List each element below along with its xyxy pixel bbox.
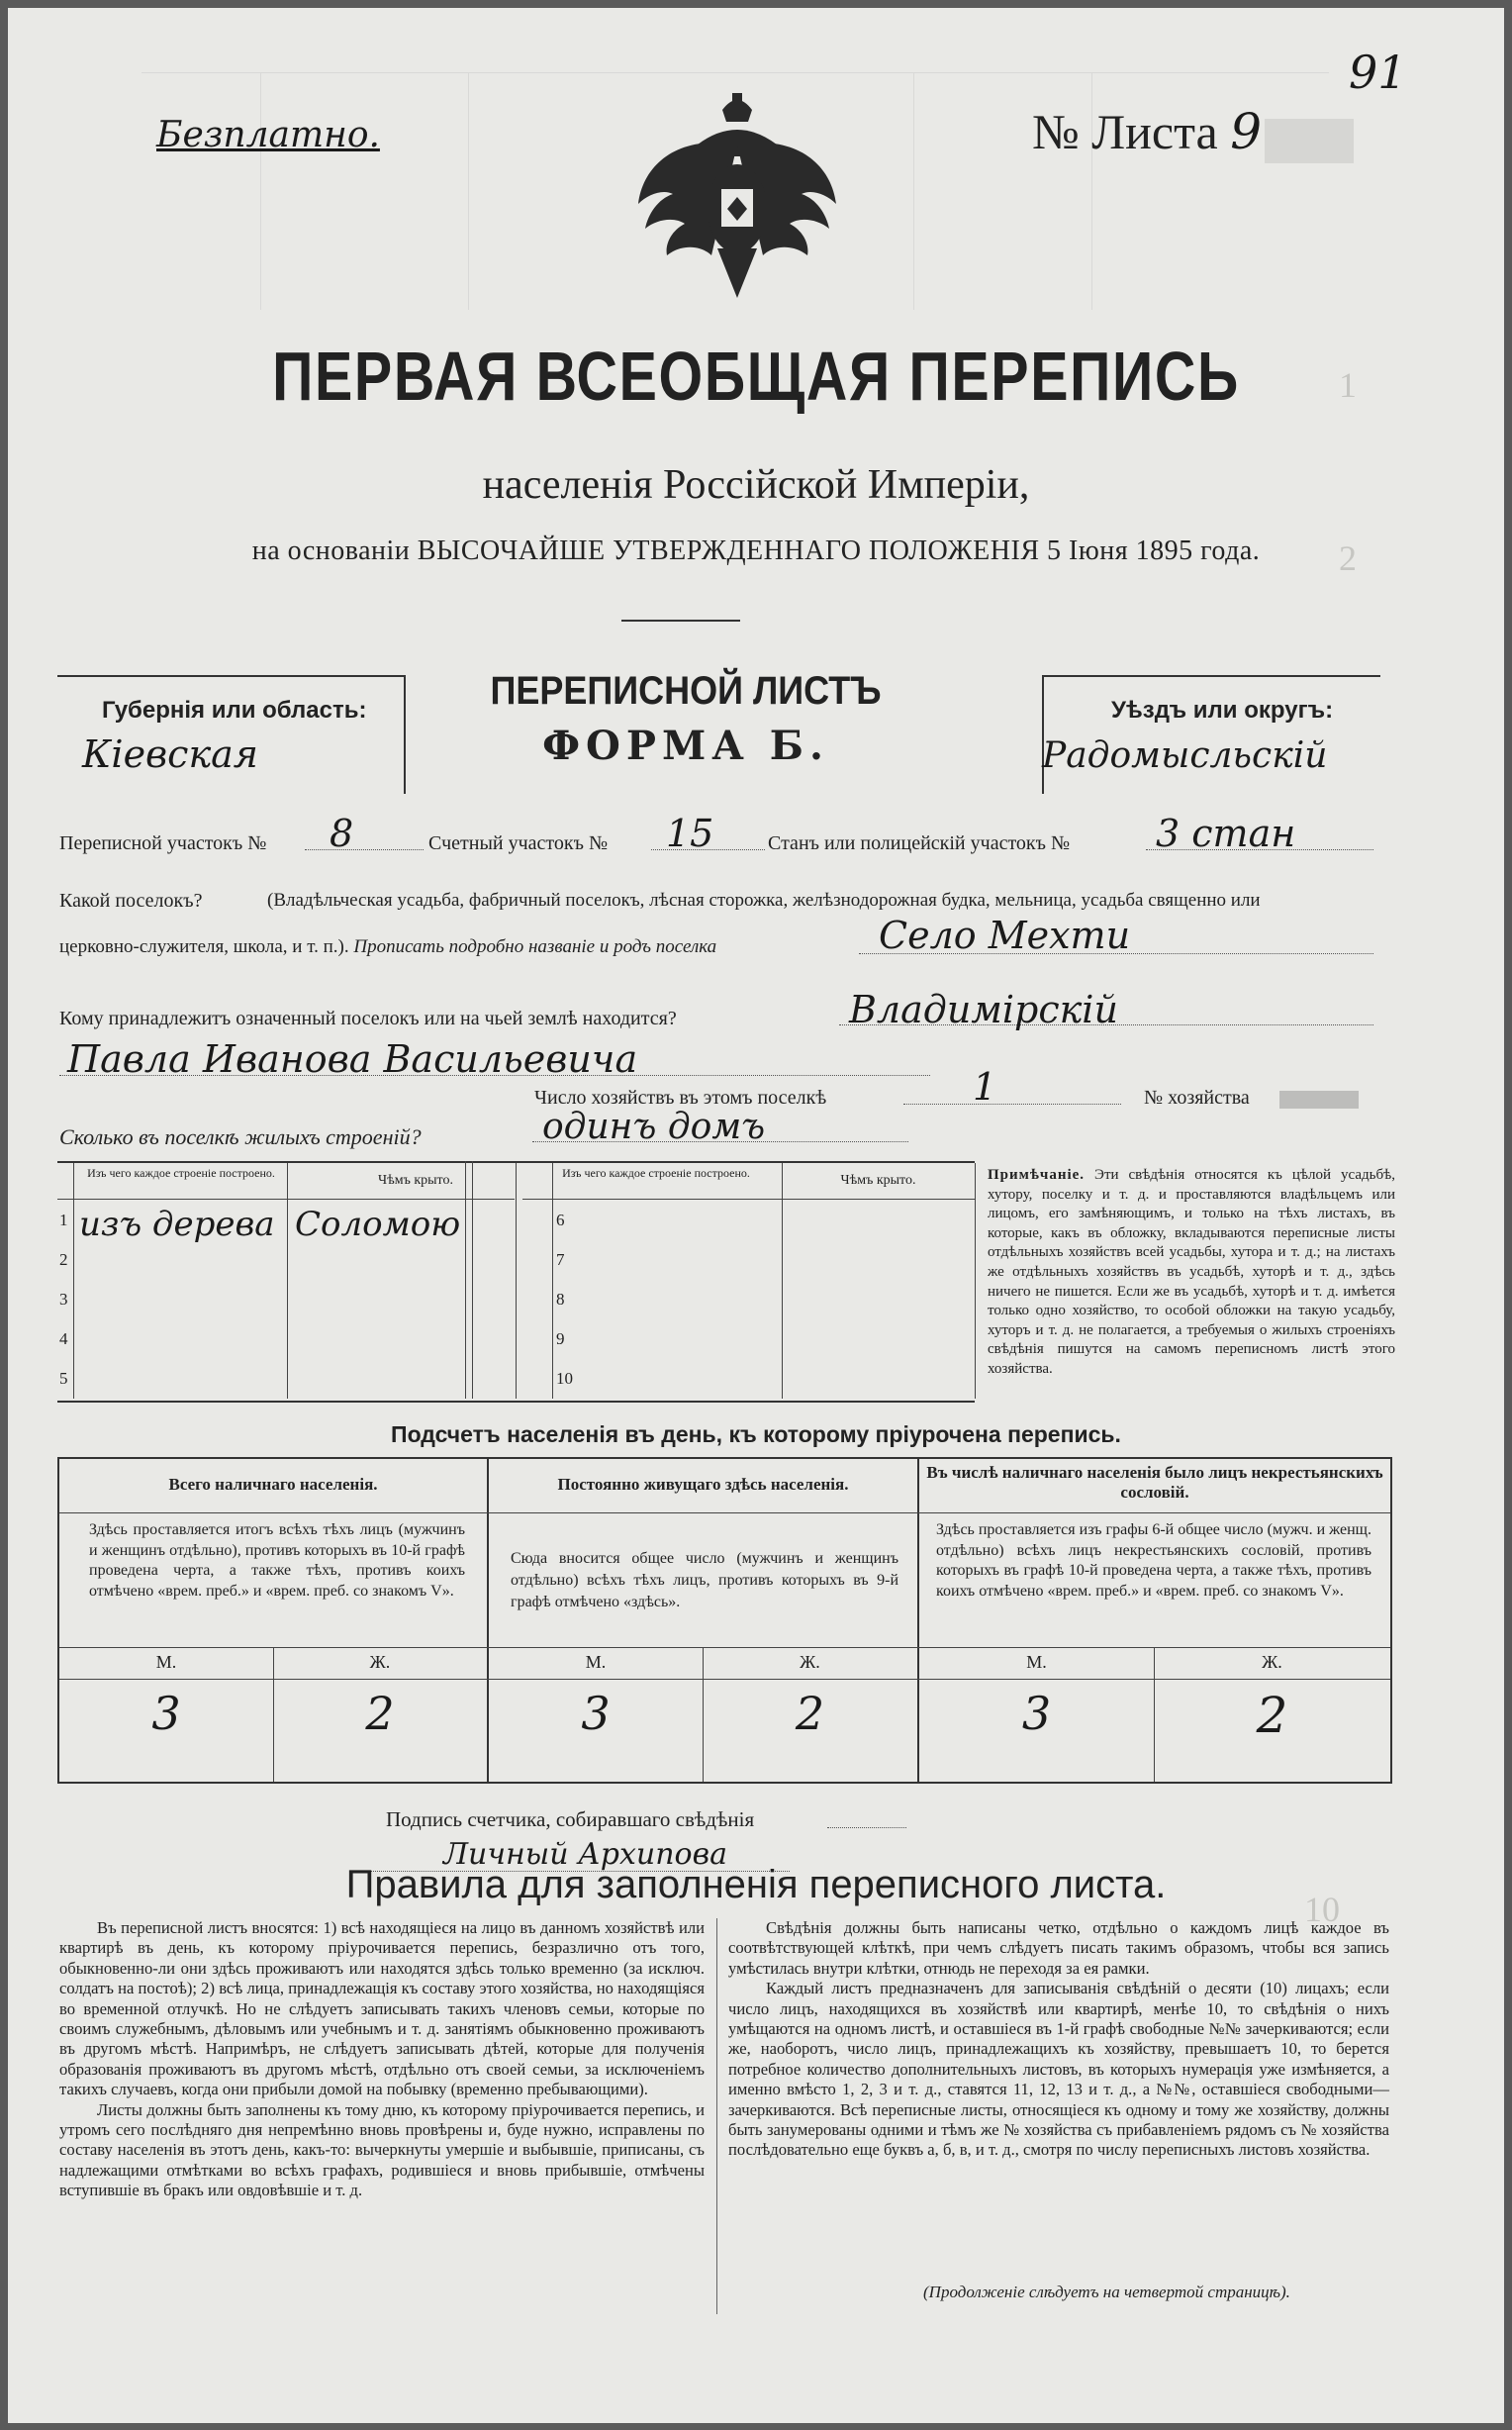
col-built-header: Изъ чего каждое строеніе построено. bbox=[87, 1166, 275, 1180]
free-label: Безплатно. bbox=[156, 115, 380, 155]
enumerator-signature-value: Личный Архипова bbox=[443, 1837, 727, 1872]
col-roof-header: Чѣмъ крыто. bbox=[378, 1173, 453, 1188]
title-basis: на основаніи ВЫСОЧАЙШЕ УТВЕРЖДЕННАГО ПОЛОЖЕНІЯ 5 Іюня 1895 года. bbox=[251, 535, 1261, 566]
pop-col1-title: Всего наличнаго населенія. bbox=[168, 1475, 378, 1494]
households-label: Число хозяйствъ въ этомъ поселкѣ bbox=[534, 1087, 827, 1109]
sheet-number-value: 9 bbox=[1230, 103, 1263, 160]
col-roof-header-2: Чѣмъ крыто. bbox=[840, 1173, 916, 1188]
rules-left-column: Въ переписной листъ вносятся: 1) всѣ находящіеся на лицо въ данномъ хозяйствѣ или квартирѣ въ день, къ которому пріурочивается перепись, безразлично отъ того, обыкновенно-ли они здѣсь проживаютъ или находятся здѣсь только временно (за исключ. солдатъ на постоѣ); 2) всѣ лица, принадлежащія къ составу этого хозяйства, но находящіяся во временной отлучкѣ. Но не слѣдуетъ записывать такихъ членовъ семьи, которые по своимъ служебнымъ, дѣловымъ или учебнымъ и т. д. занятіямъ обыкновенно проживаютъ въ другомъ мѣстѣ. Напримѣръ, не слѣдуетъ записывать дѣтей, которые для полученія образованія проживаютъ въ другомъ мѣстѣ, отдѣльно отъ своей семьи, за исключеніемъ такихъ случаевъ, когда они прибыли домой на побывку (временно пребывающими). Листы должны быть заполнены къ тому дню, къ которому пріурочивается перепись, и утромъ сего послѣдняго дня непремѣнно вновь провѣрены и, буде нужно, исправлены по составу населенія въ этотъ день, какъ-то: вычеркнуты умершіе и выбывшіе, приписаны, съ надлежащими отмѣтками во всѣхъ графахъ, родившіеся и вновь прибывшіе, отмѣчены вступившіе въ бракъ или овдовѣвшіе и т. д. bbox=[59, 1918, 705, 2200]
row1-roof-value: Соломою bbox=[295, 1205, 461, 1244]
population-heading: Подсчетъ населенія въ день, къ которому пріурочена перепись. bbox=[391, 1421, 1121, 1447]
owner-label: Кому принадлежитъ означенный поселокъ или на чьей землѣ находится? bbox=[59, 1008, 677, 1029]
buildings-label: Сколько въ поселкѣ жилыхъ строеній? bbox=[59, 1124, 422, 1149]
settlement-hint-2: церковно-служителя, школа, и т. п.). Прописать подробно названіе и родъ поселка bbox=[59, 936, 717, 957]
resident-female-value: 2 bbox=[795, 1687, 825, 1740]
settlement-hint-1: (Владѣльческая усадьба, фабричный поселокъ, лѣсная сторожка, желѣзнодорожная будка, мельница, усадьба священно или bbox=[267, 890, 1261, 911]
guberniya-value: Кіевская bbox=[82, 732, 258, 776]
sheet-number-label: № Листа bbox=[1032, 104, 1218, 159]
archive-page-number: 91 bbox=[1349, 46, 1407, 99]
settlement-label: Какой поселокъ? bbox=[59, 890, 203, 912]
row1-built-value: изъ дерева bbox=[79, 1205, 275, 1244]
household-no-label: № хозяйства bbox=[1144, 1087, 1250, 1109]
counting-district-label: Счетный участокъ № bbox=[428, 832, 609, 854]
stan-label: Станъ или полицейскій участокъ № bbox=[768, 832, 1071, 854]
settlement-value: Село Мехти bbox=[879, 914, 1131, 957]
col-built-header-2: Изъ чего каждое строеніе построено. bbox=[562, 1166, 750, 1180]
rules-title: Правила для заполненія переписного листа. bbox=[345, 1863, 1167, 1906]
buildings-note: Примѣчаніе. Эти свѣдѣнія относятся къ цѣлой усадьбѣ, хутору, поселку и т. д. и проставляются владѣльцемъ или лицомъ, его замѣняющимъ, и только на тѣхъ листахъ, въ которые, какъ въ обложку, вкладываются переписные листы отдѣльныхъ хозяйствъ всей усадьбы, хутора и т. д.; на листахъ же отдѣльныхъ хозяйствъ въ усадьбѣ, хуторѣ и т. д., здѣсь ничего не пишется. Если же въ усадьбѣ, хуторѣ и т. д. имѣется только одно хозяйство, то особой обложки на такую усадьбу, хуторъ и т. д. не полагается, а требуемыя о жилыхъ строеніяхъ свѣдѣнія пишутся на самомъ переписномъ листѣ этого хозяйства. bbox=[988, 1167, 1396, 1377]
pop-col3-title: Въ числѣ наличнаго населенія было лицъ некрестьянскихъ сословій. bbox=[926, 1463, 1383, 1502]
owner-value-2: Павла Иванова Васильевича bbox=[67, 1037, 638, 1081]
uezd-box bbox=[1042, 675, 1380, 794]
pop-col1-desc: Здѣсь проставляется итогъ всѣхъ тѣхъ лицъ (мужчинъ и женщинъ отдѣльно), противъ которыхъ въ 10-й графѣ проведена черта, а также тѣхъ, противъ коихъ отмѣчено «врем. преб.» и «врем. преб. со знакомъ V». bbox=[89, 1521, 465, 1600]
owner-value-1: Владимірскій bbox=[849, 988, 1118, 1031]
continuation-note: (Продолженіе слѣдуетъ на четвертой страницѣ). bbox=[923, 2283, 1290, 2301]
counting-district-value: 15 bbox=[666, 812, 714, 855]
imperial-eagle-icon bbox=[638, 85, 836, 313]
population-table: Всего наличнаго населенія. Постоянно живущаго здѣсь населенія. Въ числѣ наличнаго населенія было лицъ некрестьянскихъ сословій. Здѣсь проставляется итогъ всѣхъ тѣхъ лицъ (мужчинъ и женщинъ отдѣльно), противъ которыхъ въ 10-й графѣ проведена черта, а также тѣхъ, противъ коихъ отмѣчено «врем. преб.» и «врем. преб. со знакомъ V». Сюда вносится общее число (мужчинъ и женщинъ отдѣльно) всѣхъ тѣхъ лицъ, противъ которыхъ въ 9-й графѣ отмѣчено «здѣсь». Здѣсь проставляется изъ графы 6-й общее число (мужч. и женщ. отдѣльно) всѣхъ лицъ некрестьянскихъ сословій, противъ которыхъ въ графѣ 10-й проведена черта, а также тѣхъ, противъ коихъ отмѣчено «врем. преб.» и «врем. преб. со знакомъ V». М. Ж. М. Ж. М. Ж. 3 2 3 2 3 2 bbox=[57, 1457, 1392, 1784]
nonpeasant-male-value: 3 bbox=[1021, 1687, 1052, 1740]
census-district-label: Переписной участокъ № bbox=[59, 832, 267, 854]
census-sheet: Безплатно. № Листа 9 91 ПЕРВАЯ ВСЕОБЩАЯ ПЕРЕПИСЬ населенія Россійской Имперіи, на основаніи ВЫСОЧАЙШЕ УТВЕРЖДЕННАГО ПОЛОЖЕНІЯ 5 Іюня 1895 года. Губернія или область: Кіевская ПЕРЕПИСНОЙ ЛИСТЪ ФОРМА Б. Уѣздъ или округъ: Радомысльскій Переписной участокъ № 8 Счетный участокъ № 15 Станъ или полицейскій участокъ № 3 стан Какой поселокъ? (Владѣльческая усадьба, фабричный поселокъ, лѣсная сторожка, желѣзнодорожная будка, мельница, усадьба священно или церковно-служителя, школа, и т. п.). Прописать подробно названіе и родъ поселка Село Мехти Кому принадлежитъ означенный поселокъ или на чьей землѣ находится? Владимірскій Павла Иванова Васильевича Число хозяйствъ въ этомъ поселкѣ 1 № хозяйства Сколько въ поселкѣ жилыхъ строеній? одинъ домъ Изъ чего каждое строеніе построено. Чѣмъ крыто. 1 2 3 4 5 изъ дерева Соломою Изъ чего каждое строеніе построено. Чѣмъ крыто. 6 7 8 9 10 Примѣчаніе. Эти свѣдѣнія относятся къ цѣлой усадьбѣ, хутору, поселку и т. д. и проставляются владѣльцемъ или лицомъ, его замѣняющимъ, и только на тѣхъ листахъ, въ которые, какъ въ обложку, вкладываются переписные листы отдѣльныхъ хозяйствъ всей усадьбы, хутора и т. д.; на листахъ же отдѣльныхъ хозяйствъ въ усадьбѣ, хуторѣ и т. д., здѣсь ничего не пишется. Если же въ усадьбѣ, хуторѣ и т. д. имѣется только одно хозяйство, то особой обложки на такую усадьбу, хуторъ и т. д. не полагается, а требуемыя о жилыхъ строеніяхъ свѣдѣнія пишутся на самомъ переписномъ листѣ этого хозяйства. Подсчетъ населенія въ день, къ которому пріурочена перепись. Всего наличнаго населенія. Постоянно живущаго здѣсь населенія. Въ числѣ наличнаго населенія было лицъ некрестьянскихъ сословій. Здѣсь проставляется итогъ всѣхъ тѣхъ лицъ (мужчинъ и женщинъ отдѣльно), противъ которыхъ въ 10-й графѣ проведена черта, а также тѣхъ, противъ коихъ отмѣчено «врем. преб.» и «врем. преб. со знакомъ V». Сюда вносится общее число (мужчинъ и женщинъ отдѣльно) всѣхъ тѣхъ лицъ, противъ которыхъ въ 9-й графѣ отмѣчено «здѣсь». Здѣсь проставляется изъ графы 6-й общее число (мужч. и женщ. отдѣльно) всѣхъ лицъ некрестьянскихъ сословій, противъ которыхъ въ графѣ 10-й проведена черта, а также тѣхъ, противъ коихъ отмѣчено «врем. преб.» и «врем. преб. со знакомъ V». М. Ж. М. Ж. М. Ж. 3 2 3 2 3 2 Подпись счетчика, собиравшаго свѣдѣнія Личный Архипова Правила для заполненія переписного листа. Въ переписной листъ вносятся: 1) всѣ находящіеся на лицо въ данномъ хозяйствѣ или квартирѣ въ день, къ которому пріурочивается перепись, безразлично отъ того, обыкновенно-ли они здѣсь проживаютъ или находятся здѣсь только временно (за исключ. солдатъ на постоѣ); 2) всѣ лица, принадлежащія къ составу этого хозяйства, но находящіяся во временной отлучкѣ. Но не слѣдуетъ записывать такихъ членовъ семьи, которые по своимъ служебнымъ, дѣловымъ или учебнымъ и т. д. занятіямъ обыкновенно проживаютъ въ другомъ мѣстѣ. Напримѣръ, не слѣдуетъ записывать дѣтей, которые для полученія образованія проживаютъ въ другомъ мѣстѣ, отдѣльно отъ своей семьи, за исключеніемъ такихъ случаевъ, когда они прибыли домой на побывку (временно пребывающими). Листы должны быть заполнены къ тому дню, къ которому пріурочивается перепись, и утромъ сего послѣдняго дня непремѣнно вновь провѣрены и, буде нужно, исправлены по составу населенія въ этотъ день, какъ-то: вычеркнуты умершіе и выбывшіе, приписаны, съ надлежащими отмѣтками во всѣхъ графахъ, родившіеся и вновь прибывшіе, отмѣчены вступившіе въ бракъ или овдовѣвшіе и т. д. Свѣдѣнія должны быть написаны четко, отдѣльно о каждомъ лицѣ каждое въ соотвѣтствующей клѣткѣ, при чемъ слѣдуетъ писать такимъ образомъ, чтобы вся запись умѣстилась внутри клѣтки, отнюдь не переходя за ея рамки. Каждый листъ предназначенъ для записыванія свѣдѣній о десяти (10) лицахъ; если число лицъ, находящихся въ хозяйствѣ или квартирѣ, менѣе 10, то свѣдѣнія о нихъ умѣщаются на одномъ листѣ, и оставшіеся въ 1-й графѣ свободные №№ зачеркиваются; если же, наоборотъ, число лицъ, принадлежащихъ къ хозяйству, превышаетъ 10, то берется потребное количество дополнительныхъ листовъ, въ которыхъ нумерація уже измѣняется, а именно вмѣсто 1, 2, 3 и т. д., ставятся 11, 12, 13 и т. д., а №№, оставшіеся свободными—зачеркиваются. Всѣ переписные листы, относящіеся къ одному и тому же хозяйству, должны быть занумерованы одними и тѣмъ же № хозяйства съ прибавленіемъ рядомъ съ № хозяйства послѣдовательно еще буквъ а, б, в, и т. д., смотря по числу переписныхъ листовъ хозяйства. (Продолженіе слѣдуетъ на четвертой страницѣ). 1 2 10 bbox=[8, 8, 1504, 2423]
guberniya-label: Губернія или область: bbox=[102, 697, 367, 724]
total-male-value: 3 bbox=[151, 1687, 181, 1740]
buildings-table: Изъ чего каждое строеніе построено. Чѣмъ крыто. 1 2 3 4 5 изъ дерева Соломою Изъ чего каждое строеніе построено. Чѣмъ крыто. 6 7 8 9 10 bbox=[57, 1161, 975, 1403]
rules-right-column: Свѣдѣнія должны быть написаны четко, отдѣльно о каждомъ лицѣ каждое въ соотвѣтствующей клѣткѣ, при чемъ слѣдуетъ писать такимъ образомъ, чтобы вся запись умѣстилась внутри клѣтки, отнюдь не переходя за ея рамки. Каждый листъ предназначенъ для записыванія свѣдѣній о десяти (10) лицахъ; если число лицъ, находящихся въ хозяйствѣ или квартирѣ, менѣе 10, то свѣдѣнія о нихъ умѣщаются на одномъ листѣ, и оставшіеся въ 1-й графѣ свободные №№ зачеркиваются; если же, наоборотъ, число лицъ, принадлежащихъ къ хозяйству, превышаетъ 10, то берется потребное количество дополнительныхъ листовъ, въ которыхъ нумерація уже измѣняется, а именно вмѣсто 1, 2, 3 и т. д., ставятся 11, 12, 13 и т. д., а №№, оставшіеся свободными—зачеркиваются. Всѣ переписные листы, относящіеся къ одному и тому же хозяйству, должны быть занумерованы одними и тѣмъ же № хозяйства съ прибавленіемъ рядомъ съ № хозяйства послѣдовательно еще буквъ а, б, в, и т. д., смотря по числу переписныхъ листовъ хозяйства. bbox=[728, 1918, 1389, 2160]
census-district-value: 8 bbox=[330, 812, 354, 855]
households-value: 1 bbox=[973, 1065, 997, 1109]
pop-col3-desc: Здѣсь проставляется изъ графы 6-й общее число (мужч. и женщ. отдѣльно) всѣхъ лицъ некрестьянскихъ сословій, противъ которыхъ въ графѣ 10-й проведена черта, а также тѣхъ, противъ коихъ отмѣчено «врем. преб.» и «врем. преб. со знакомъ V». bbox=[936, 1521, 1371, 1600]
nonpeasant-female-value: 2 bbox=[1256, 1687, 1288, 1744]
uezd-value: Радомысльскій bbox=[1042, 735, 1328, 776]
stan-value: 3 стан bbox=[1156, 812, 1296, 855]
form-type: ФОРМА Б. bbox=[542, 723, 829, 769]
page-title: ПЕРВАЯ ВСЕОБЩАЯ ПЕРЕПИСЬ bbox=[272, 338, 1240, 415]
total-female-value: 2 bbox=[365, 1687, 395, 1740]
title-divider bbox=[621, 620, 740, 622]
enumerator-signature-label: Подпись счетчика, собиравшаго свѣдѣнія bbox=[386, 1807, 755, 1831]
uezd-label: Уѣздъ или округъ: bbox=[1111, 697, 1334, 724]
sheet-number bbox=[1032, 103, 1262, 160]
resident-male-value: 3 bbox=[581, 1687, 611, 1740]
form-title: ПЕРЕПИСНОЙ ЛИСТЪ bbox=[490, 669, 882, 713]
pop-col2-title: Постоянно живущаго здѣсь населенія. bbox=[557, 1475, 849, 1494]
buildings-value: одинъ домъ bbox=[542, 1107, 766, 1147]
page-subtitle: населенія Россійской Имперіи, bbox=[482, 462, 1030, 508]
pop-col2-desc: Сюда вносится общее число (мужчинъ и женщинъ отдѣльно) всѣхъ тѣхъ лицъ, противъ которыхъ въ 9-й графѣ отмѣчено «здѣсь». bbox=[511, 1550, 898, 1610]
